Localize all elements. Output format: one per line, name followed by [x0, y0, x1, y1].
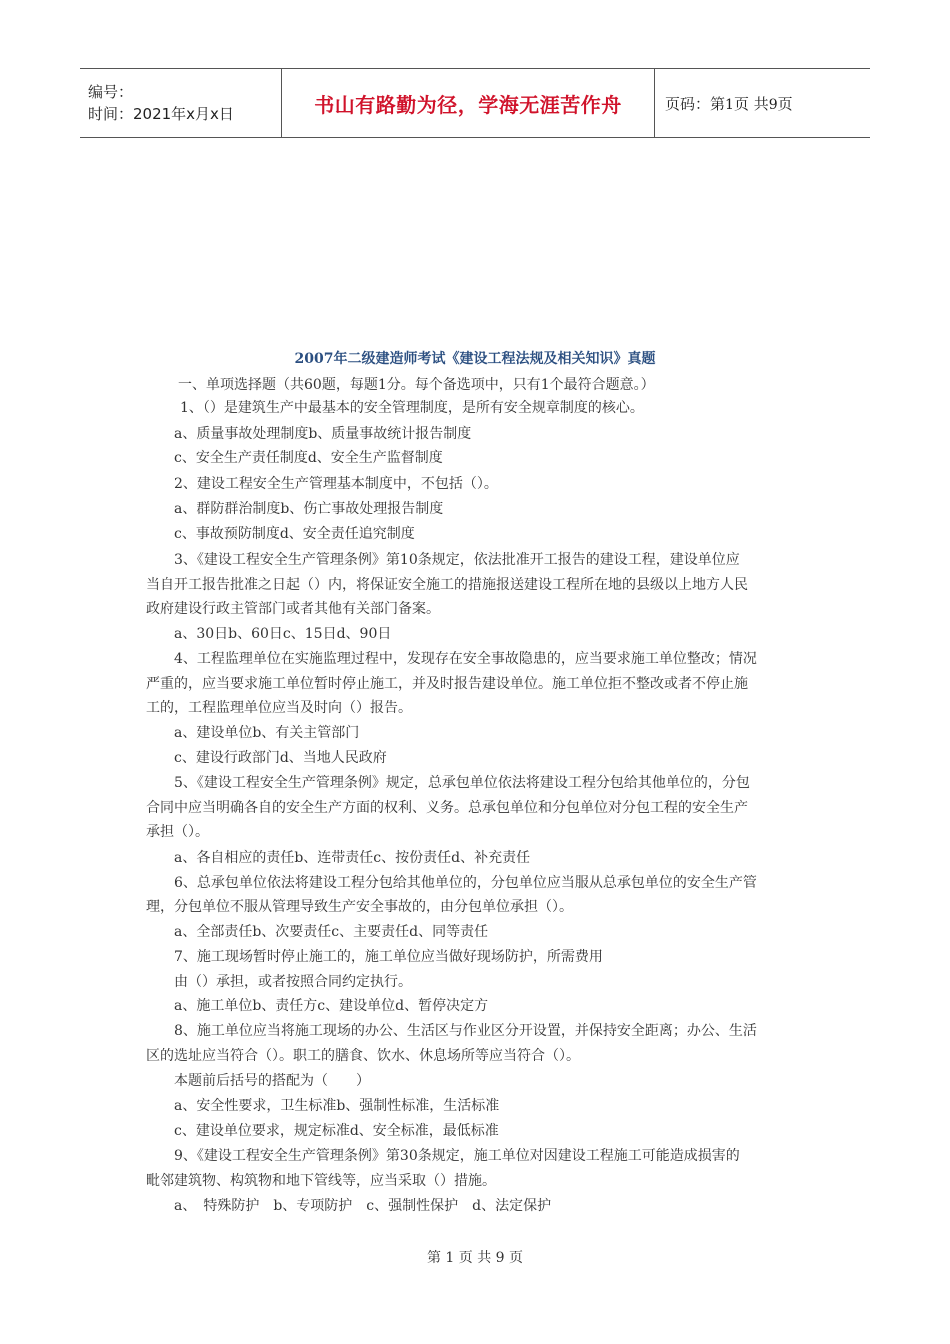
question-line: a、各自相应的责任b、连带责任c、按份责任d、补充责任: [174, 850, 531, 866]
page-number: 1: [725, 96, 734, 113]
question-line: c、事故预防制度d、安全责任追究制度: [174, 526, 415, 542]
question-line: a、30日b、60日c、15日d、90日: [174, 626, 392, 642]
question-line: a、安全性要求，卫生标准b、强制性标准，生活标准: [174, 1098, 500, 1114]
header-page-info: [655, 69, 870, 137]
question-line: 承担（）。: [146, 824, 209, 840]
question-line: 工的，工程监理单位应当及时向（）报告。: [146, 700, 412, 716]
question-line: 7、施工现场暂时停止施工的，施工单位应当做好现场防护，所需费用: [174, 949, 603, 965]
question-line: 本题前后括号的搭配为（ ）: [174, 1073, 370, 1089]
question-line: 政府建设行政主管部门或者其他有关部门备案。: [146, 601, 440, 617]
page-mid: 页 共: [733, 94, 769, 113]
document-title: 2007年二级建造师考试《建设工程法规及相关知识》真题: [294, 351, 656, 367]
question-line: 4、工程监理单位在实施监理过程中，发现存在安全事故隐患的，应当要求施工单位整改；情况: [174, 651, 757, 667]
question-line: 严重的，应当要求施工单位暂时停止施工，并及时报告建设单位。施工单位拒不整改或者不停止施: [146, 676, 748, 692]
question-line: c、建设行政部门d、当地人民政府: [174, 750, 387, 766]
question-line: 由（）承担，或者按照合同约定执行。: [174, 974, 412, 990]
page-total: 9: [768, 96, 778, 113]
question-line: 6、总承包单位依法将建设工程分包给其他单位的，分包单位应当服从总承包单位的安全生产管: [174, 875, 757, 891]
section-heading: 一、单项选择题（共60题，每题1分。每个备选项中，只有1个最符合题意。）: [178, 377, 655, 393]
question-line: a、施工单位b、责任方c、建设单位d、暂停决定方: [174, 998, 489, 1014]
page-label: 页码：第: [665, 94, 726, 113]
question-line: c、安全生产责任制度d、安全生产监督制度: [174, 450, 443, 466]
question-line: 毗邻建筑物、构筑物和地下管线等，应当采取（）措施。: [146, 1173, 496, 1189]
question-line: 2、建设工程安全生产管理基本制度中，不包括（）。: [174, 476, 498, 492]
question-line: 3、《建设工程安全生产管理条例》第10条规定，依法批准开工报告的建设工程，建设单位应: [174, 552, 740, 568]
page-header: [80, 68, 870, 138]
code-label: 编号：: [88, 83, 134, 101]
question-line: c、建设单位要求，规定标准d、安全标准，最低标准: [174, 1123, 499, 1139]
question-line: a、 特殊防护 b、专项防护 c、强制性保护 d、法定保护: [174, 1198, 552, 1214]
page-footer: 第 1 页 共 9 页: [426, 1250, 524, 1266]
question-line: 8、施工单位应当将施工现场的办公、生活区与作业区分开设置，并保持安全距离；办公、生活: [174, 1023, 757, 1039]
page-end: 页: [777, 94, 793, 113]
question-line: 9、《建设工程安全生产管理条例》第30条规定，施工单位对因建设工程施工可能造成损害的: [174, 1148, 740, 1164]
question-line: a、质量事故处理制度b、质量事故统计报告制度: [174, 426, 472, 442]
question-line: a、群防群治制度b、伤亡事故处理报告制度: [174, 501, 444, 517]
header-motto-cell: [282, 69, 655, 137]
question-line: 合同中应当明确各自的安全生产方面的权利、义务。总承包单位和分包单位对分包工程的安全生产: [146, 800, 748, 816]
question-line: 1、（）是建筑生产中最基本的安全管理制度，是所有安全规章制度的核心。: [180, 400, 644, 416]
question-line: 区的选址应当符合（）。职工的膳食、饮水、休息场所等应当符合（）。: [146, 1048, 580, 1064]
time-label: 时间：2021年x月x日: [88, 105, 234, 123]
question-line: a、建设单位b、有关主管部门: [174, 725, 360, 741]
question-line: 5、《建设工程安全生产管理条例》规定，总承包单位依法将建设工程分包给其他单位的，分包: [174, 775, 750, 791]
question-line: a、全部责任b、次要责任c、主要责任d、同等责任: [174, 924, 489, 940]
question-line: 当自开工报告批准之日起（）内，将保证安全施工的措施报送建设工程所在地的县级以上地方人民: [146, 577, 748, 593]
motto: 书山有路勤为径，学海无涯苦作舟: [314, 92, 622, 117]
question-line: 理，分包单位不服从管理导致生产安全事故的，由分包单位承担（）。: [146, 899, 573, 915]
header-meta: [80, 69, 282, 137]
